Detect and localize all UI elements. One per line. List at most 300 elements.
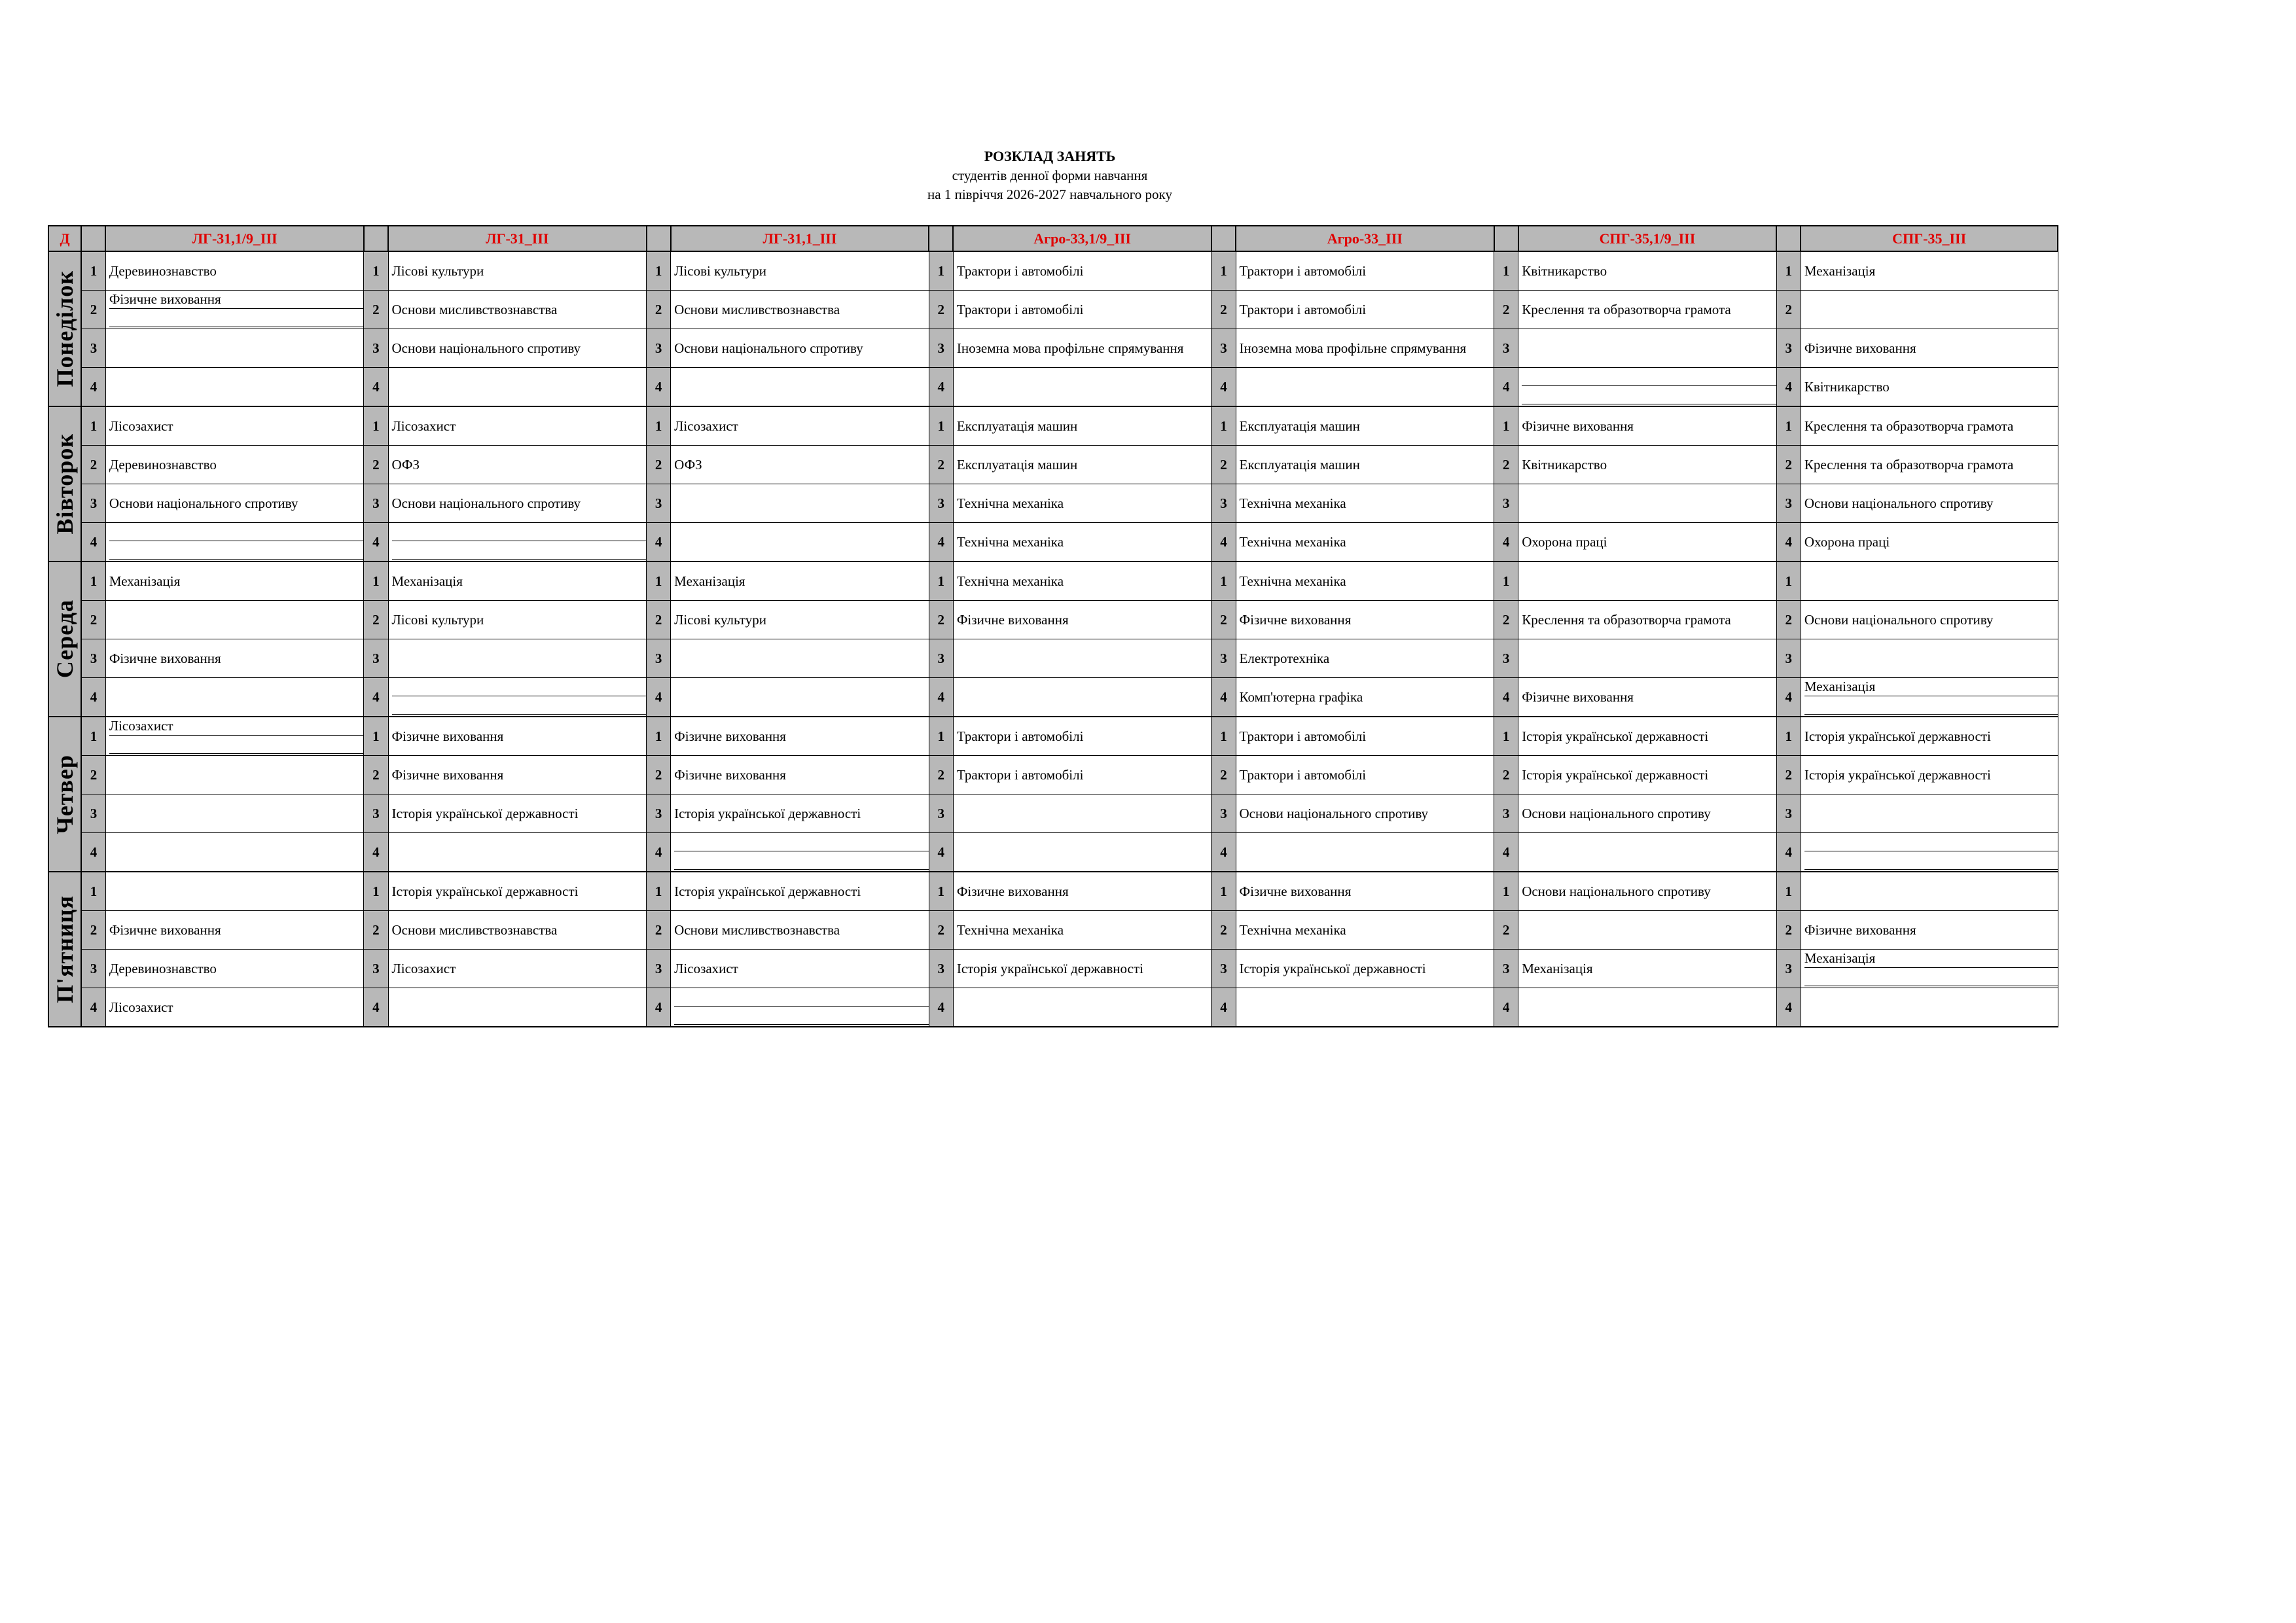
lesson-cell: [105, 601, 364, 639]
lesson-cell: [1236, 251, 1494, 291]
day-name: Середа: [52, 599, 79, 679]
subject-text: Фізичне виховання: [1804, 340, 1916, 356]
subject-text: Технічна механіка: [1239, 534, 1346, 550]
subject-text: Механізація: [1804, 950, 2058, 968]
lesson-cell: [671, 639, 929, 678]
lesson-number: 1: [1211, 717, 1236, 756]
subject-text: Основи національного спротиву: [1804, 495, 1994, 511]
lesson-number: 4: [364, 833, 388, 872]
lesson-row: [48, 291, 2058, 329]
subject-text: Лісові культури: [674, 263, 766, 279]
document-period: на 1 півріччя 2026-2027 навчального року: [927, 187, 1172, 202]
subject-text: Охорона праці: [1522, 534, 1607, 550]
subject-text: Основи національного спротиву: [674, 340, 863, 356]
lesson-number: 2: [1776, 911, 1801, 950]
lesson-number: 3: [81, 639, 105, 678]
lesson-cell: [953, 756, 1211, 794]
lesson-cell: [1518, 911, 1777, 950]
lesson-cell: [105, 251, 364, 291]
lesson-number: 4: [1211, 988, 1236, 1027]
lesson-row: [48, 639, 2058, 678]
subject-text: Фізичне виховання: [391, 767, 504, 783]
lesson-cell: [1518, 251, 1777, 291]
lesson-cell: [105, 717, 364, 756]
lesson-cell: [388, 484, 647, 523]
lesson-number: 1: [1211, 562, 1236, 601]
day-name: П'ятниця: [52, 895, 79, 1003]
lesson-cell: [388, 562, 647, 601]
lesson-cell: [1801, 950, 2058, 988]
lesson-cell: [1518, 291, 1777, 329]
lesson-cell: [1236, 601, 1494, 639]
lesson-number: 2: [647, 911, 671, 950]
lesson-cell: [671, 756, 929, 794]
lesson-number: 4: [929, 678, 953, 717]
lesson-number: 3: [1211, 484, 1236, 523]
lesson-number: 3: [1211, 329, 1236, 368]
lesson-number: 1: [647, 251, 671, 291]
corner-day-label: Д: [48, 226, 81, 251]
subject-text: Лісозахист: [674, 961, 738, 976]
lesson-cell: [671, 446, 929, 484]
lesson-number: 2: [929, 291, 953, 329]
lesson-row: [48, 950, 2058, 988]
subject-text: Механізація: [1804, 678, 2058, 696]
lesson-number: 1: [929, 872, 953, 911]
lesson-cell: [1236, 794, 1494, 833]
lesson-row: [48, 251, 2058, 291]
lesson-number: 4: [1776, 833, 1801, 872]
lesson-number: 3: [929, 329, 953, 368]
lesson-number: 1: [1494, 251, 1518, 291]
subject-text: Трактори і автомобілі: [1239, 263, 1367, 279]
subject-text: Історія української державності: [674, 806, 861, 821]
subject-text: Лісозахист: [674, 418, 738, 434]
lesson-cell: [1518, 833, 1777, 872]
lesson-number: 2: [1211, 911, 1236, 950]
lesson-number: 2: [364, 756, 388, 794]
subject-text: Історія української державності: [956, 961, 1143, 976]
lesson-number: 2: [929, 446, 953, 484]
lesson-number: 4: [1494, 678, 1518, 717]
subject-text: Трактори і автомобілі: [1239, 767, 1367, 783]
lesson-cell: [671, 717, 929, 756]
lesson-number: 4: [1211, 523, 1236, 562]
day-label: [48, 717, 81, 872]
lesson-cell: [953, 950, 1211, 988]
lesson-cell: [1236, 329, 1494, 368]
lesson-number: 3: [1211, 794, 1236, 833]
lesson-number: 4: [647, 368, 671, 407]
lesson-number: 4: [1494, 988, 1518, 1027]
lesson-number: 4: [1776, 368, 1801, 407]
lesson-number: 2: [1494, 911, 1518, 950]
lesson-cell: [953, 446, 1211, 484]
lesson-number: 3: [929, 950, 953, 988]
lesson-number: 1: [647, 872, 671, 911]
lesson-cell: [1236, 523, 1494, 562]
subject-text: Трактори і автомобілі: [1239, 302, 1367, 317]
lesson-cell: [953, 523, 1211, 562]
lesson-number: 2: [81, 446, 105, 484]
lesson-cell: [1801, 678, 2058, 717]
subject-text: ОФЗ: [391, 457, 420, 473]
group-header-row: [48, 226, 2058, 251]
lesson-cell: [1801, 639, 2058, 678]
lesson-number: 1: [81, 251, 105, 291]
lesson-cell: [1801, 833, 2058, 872]
lesson-cell: [671, 678, 929, 717]
lesson-cell: [388, 872, 647, 911]
lesson-number: 3: [1776, 950, 1801, 988]
subject-text: Лісові культури: [674, 612, 766, 628]
lesson-number: 1: [81, 406, 105, 446]
subject-text: Основи мисливствознавства: [674, 922, 840, 938]
lesson-cell: [1801, 601, 2058, 639]
subject-text: Основи національного спротиву: [109, 495, 298, 511]
lesson-number: 2: [1776, 446, 1801, 484]
subject-text: Деревинознавство: [109, 961, 217, 976]
group-name: СПГ-35_ІІІ: [1801, 226, 2058, 251]
lesson-cell: [1518, 950, 1777, 988]
lesson-cell: [388, 833, 647, 872]
lesson-number: 4: [364, 523, 388, 562]
lesson-number: 2: [929, 911, 953, 950]
subject-text: Лісозахист: [391, 961, 456, 976]
lesson-cell: [671, 523, 929, 562]
lesson-row: [48, 756, 2058, 794]
lesson-number: 2: [1494, 601, 1518, 639]
lesson-cell: [953, 329, 1211, 368]
group-name: СПГ-35,1/9_ІІІ: [1518, 226, 1777, 251]
lesson-cell: [1518, 717, 1777, 756]
lesson-cell: [671, 601, 929, 639]
lesson-number: 3: [647, 484, 671, 523]
lesson-cell: [1801, 911, 2058, 950]
subject-text: [109, 736, 364, 754]
lesson-cell: [1518, 523, 1777, 562]
lesson-number: 4: [1211, 833, 1236, 872]
lesson-row: [48, 329, 2058, 368]
lesson-cell: [953, 988, 1211, 1027]
lesson-cell: [1518, 601, 1777, 639]
lesson-cell: [388, 678, 647, 717]
subject-text: Квітникарство: [1522, 457, 1607, 473]
lesson-cell: [671, 406, 929, 446]
lesson-number: 1: [647, 717, 671, 756]
lesson-number: 2: [1494, 291, 1518, 329]
lesson-number: 4: [1211, 678, 1236, 717]
lesson-number: 4: [1494, 523, 1518, 562]
lesson-number: 3: [929, 484, 953, 523]
lesson-cell: [671, 911, 929, 950]
subject-text: Механізація: [674, 573, 745, 589]
lesson-number: 3: [647, 794, 671, 833]
subject-text: [392, 678, 647, 696]
lesson-number: 3: [1211, 950, 1236, 988]
lesson-number: 1: [929, 717, 953, 756]
subject-text: Трактори і автомобілі: [956, 302, 1084, 317]
lesson-cell: [1518, 678, 1777, 717]
lesson-cell: [1236, 678, 1494, 717]
lesson-number: 2: [81, 911, 105, 950]
lesson-cell: [388, 988, 647, 1027]
day-label: [48, 251, 81, 406]
subject-text: Експлуатація машин: [1239, 457, 1360, 473]
subject-text: [109, 309, 364, 327]
subject-text: [674, 833, 929, 851]
lesson-number: 4: [1494, 368, 1518, 407]
lesson-number: 1: [647, 562, 671, 601]
subject-text: Технічна механіка: [956, 573, 1064, 589]
subject-text: Креслення та образотворча грамота: [1804, 457, 2014, 473]
lesson-number: 2: [647, 446, 671, 484]
lesson-number: 4: [647, 988, 671, 1027]
lesson-number: 4: [929, 988, 953, 1027]
lesson-cell: [388, 446, 647, 484]
lesson-cell: [105, 562, 364, 601]
lesson-number: 2: [1211, 291, 1236, 329]
lesson-cell: [1801, 794, 2058, 833]
lesson-row: [48, 833, 2058, 872]
subject-text: Фізичне виховання: [956, 612, 1069, 628]
lesson-cell: [953, 406, 1211, 446]
subject-text: Механізація: [391, 573, 463, 589]
lesson-number: 1: [1211, 872, 1236, 911]
group-number-header: [1776, 226, 1801, 251]
subject-text: Трактори і автомобілі: [956, 767, 1084, 783]
lesson-row: [48, 484, 2058, 523]
lesson-number: 2: [647, 291, 671, 329]
subject-text: Фізичне виховання: [1522, 689, 1634, 705]
lesson-number: 3: [364, 950, 388, 988]
subject-text: Технічна механіка: [956, 534, 1064, 550]
lesson-number: 1: [364, 562, 388, 601]
subject-text: [392, 696, 647, 715]
lesson-number: 4: [81, 523, 105, 562]
subject-text: [1804, 851, 2058, 870]
lesson-cell: [953, 639, 1211, 678]
subject-text: Історія української державності: [1522, 728, 1709, 744]
lesson-cell: [953, 291, 1211, 329]
lesson-number: 1: [1494, 406, 1518, 446]
lesson-number: 3: [364, 794, 388, 833]
lesson-cell: [1236, 368, 1494, 407]
subject-text: [674, 1007, 929, 1025]
lesson-cell: [1518, 329, 1777, 368]
subject-text: Основи національного спротиву: [1522, 883, 1711, 899]
lesson-number: 4: [364, 988, 388, 1027]
subject-text: Основи національного спротиву: [391, 495, 581, 511]
group-name: ЛГ-31_ІІІ: [388, 226, 647, 251]
lesson-number: 2: [1494, 446, 1518, 484]
lesson-cell: [1236, 911, 1494, 950]
subject-text: Технічна механіка: [1239, 495, 1346, 511]
subject-text: [392, 541, 647, 560]
lesson-number: 4: [1776, 523, 1801, 562]
lesson-number: 2: [1776, 756, 1801, 794]
lesson-cell: [105, 911, 364, 950]
lesson-number: 2: [1211, 446, 1236, 484]
lesson-number: 3: [81, 329, 105, 368]
group-name: ЛГ-31,1/9_ІІІ: [105, 226, 364, 251]
subject-text: Квітникарство: [1804, 379, 1890, 395]
lesson-number: 1: [1776, 717, 1801, 756]
subject-text: Фізичне виховання: [1804, 922, 1916, 938]
lesson-number: 4: [647, 678, 671, 717]
lesson-number: 4: [1494, 833, 1518, 872]
lesson-number: 3: [1494, 794, 1518, 833]
lesson-cell: [1518, 794, 1777, 833]
subject-text: Історія української державності: [1804, 767, 1991, 783]
lesson-row: [48, 794, 2058, 833]
lesson-number: 3: [1211, 639, 1236, 678]
lesson-cell: [1801, 988, 2058, 1027]
lesson-cell: [1801, 251, 2058, 291]
lesson-row: [48, 872, 2058, 911]
lesson-number: 4: [929, 368, 953, 407]
lesson-number: 1: [929, 251, 953, 291]
lesson-cell: [1236, 639, 1494, 678]
lesson-cell: [671, 950, 929, 988]
lesson-cell: [953, 833, 1211, 872]
lesson-cell: [953, 678, 1211, 717]
subject-text: Трактори і автомобілі: [956, 263, 1084, 279]
lesson-number: 3: [364, 484, 388, 523]
subject-text: Технічна механіка: [1239, 922, 1346, 938]
subject-text: Експлуатація машин: [956, 457, 1078, 473]
subject-text: Фізичне виховання: [1239, 883, 1352, 899]
subject-text: [1522, 386, 1776, 404]
lesson-number: 3: [1776, 329, 1801, 368]
lesson-cell: [105, 794, 364, 833]
lesson-row: [48, 368, 2058, 407]
lesson-cell: [388, 368, 647, 407]
lesson-cell: [105, 639, 364, 678]
subject-text: Фізичне виховання: [109, 922, 221, 938]
lesson-cell: [388, 794, 647, 833]
group-name: Агро-33_ІІІ: [1236, 226, 1494, 251]
lesson-cell: [1801, 446, 2058, 484]
lesson-cell: [1518, 484, 1777, 523]
lesson-cell: [1236, 872, 1494, 911]
subject-text: Основи мисливствознавства: [674, 302, 840, 317]
subject-text: Фізичне виховання: [674, 728, 786, 744]
subject-text: Історія української державності: [674, 883, 861, 899]
subject-text: Трактори і автомобілі: [1239, 728, 1367, 744]
subject-text: Технічна механіка: [1239, 573, 1346, 589]
lesson-number: 1: [1776, 562, 1801, 601]
group-number-header: [364, 226, 388, 251]
subject-text: Основи мисливствознавства: [391, 302, 558, 317]
lesson-cell: [105, 446, 364, 484]
lesson-number: 1: [1494, 562, 1518, 601]
lesson-number: 1: [1776, 406, 1801, 446]
lesson-cell: [671, 291, 929, 329]
lesson-number: 3: [647, 329, 671, 368]
lesson-number: 3: [1776, 794, 1801, 833]
lesson-row: [48, 601, 2058, 639]
lesson-number: 4: [81, 368, 105, 407]
document-title: РОЗКЛАД ЗАНЯТЬ: [984, 148, 1116, 164]
lesson-number: 3: [929, 639, 953, 678]
lesson-cell: [388, 523, 647, 562]
lesson-row: [48, 678, 2058, 717]
lesson-number: 1: [647, 406, 671, 446]
lesson-cell: [953, 717, 1211, 756]
lesson-cell: [671, 251, 929, 291]
subject-text: [1804, 833, 2058, 851]
lesson-number: 4: [81, 678, 105, 717]
lesson-number: 3: [647, 639, 671, 678]
lesson-cell: [105, 406, 364, 446]
subject-text: [674, 851, 929, 870]
lesson-number: 2: [364, 601, 388, 639]
lesson-number: 4: [1776, 988, 1801, 1027]
subject-text: Фізичне виховання: [1239, 612, 1352, 628]
lesson-number: 1: [1494, 872, 1518, 911]
lesson-cell: [671, 329, 929, 368]
lesson-cell: [388, 639, 647, 678]
lesson-number: 3: [1494, 639, 1518, 678]
lesson-number: 2: [1494, 756, 1518, 794]
lesson-number: 4: [364, 678, 388, 717]
group-name: Агро-33,1/9_ІІІ: [953, 226, 1211, 251]
subject-text: Історія української державності: [1804, 728, 1991, 744]
lesson-cell: [105, 523, 364, 562]
lesson-number: 3: [929, 794, 953, 833]
lesson-cell: [388, 756, 647, 794]
subject-text: [109, 523, 364, 541]
lesson-number: 2: [81, 291, 105, 329]
subject-text: Експлуатація машин: [1239, 418, 1360, 434]
lesson-number: 2: [1211, 601, 1236, 639]
lesson-cell: [388, 601, 647, 639]
lesson-cell: [1518, 446, 1777, 484]
subject-text: Комп'ютерна графіка: [1239, 689, 1363, 705]
lesson-number: 2: [929, 601, 953, 639]
lesson-number: 1: [1211, 251, 1236, 291]
subject-text: Лісозахист: [109, 999, 173, 1015]
lesson-number: 3: [81, 484, 105, 523]
subject-text: Охорона праці: [1804, 534, 1890, 550]
lesson-cell: [1801, 484, 2058, 523]
lesson-number: 2: [364, 911, 388, 950]
lesson-number: 4: [364, 368, 388, 407]
lesson-number: 2: [364, 291, 388, 329]
lesson-number: 2: [81, 756, 105, 794]
lesson-cell: [1518, 639, 1777, 678]
lesson-cell: [671, 484, 929, 523]
lesson-number: 4: [1776, 678, 1801, 717]
lesson-cell: [1801, 717, 2058, 756]
lesson-number: 4: [929, 523, 953, 562]
subject-text: Фізичне виховання: [956, 883, 1069, 899]
lesson-number: 4: [647, 833, 671, 872]
lesson-number: 1: [81, 717, 105, 756]
subject-text: Фізичне виховання: [674, 767, 786, 783]
lesson-cell: [671, 794, 929, 833]
lesson-cell: [1518, 562, 1777, 601]
subject-text: Креслення та образотворча грамота: [1804, 418, 2014, 434]
lesson-cell: [953, 872, 1211, 911]
lesson-number: 4: [81, 988, 105, 1027]
subject-text: Основи національного спротиву: [1804, 612, 1994, 628]
lesson-cell: [105, 329, 364, 368]
lesson-row: [48, 911, 2058, 950]
subject-text: Лісові культури: [391, 263, 484, 279]
subject-text: Технічна механіка: [956, 495, 1064, 511]
